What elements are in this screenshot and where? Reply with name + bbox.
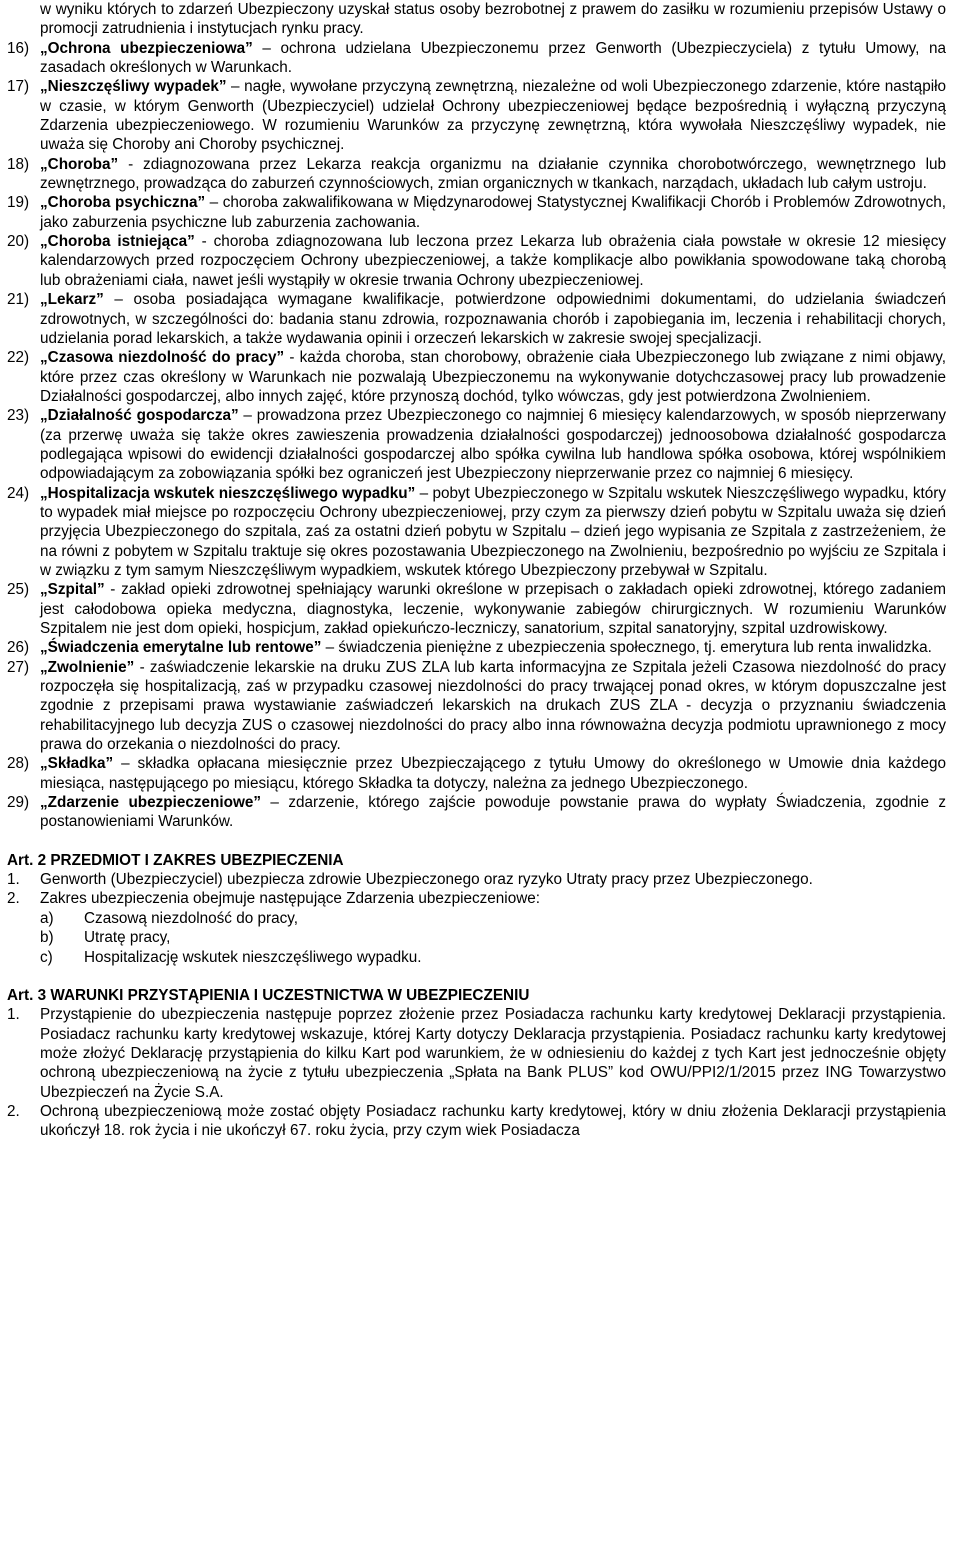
definition-text: – choroba zakwalifikowana w Międzynarodowej Statystycznej Kwalifikacji Chorób i Problemów Zdrowotnych, jako zaburzenia psychiczne lub zaburzenia zachowania. xyxy=(40,194,946,231)
article-2-item xyxy=(7,870,946,889)
definition-text: – zdarzenie, którego zajście powoduje powstanie prawa do wypłaty Świadczenia, zgodnie z postanowieniami Warunków. xyxy=(40,794,947,831)
definition-item xyxy=(7,348,946,406)
definition-number: 24) xyxy=(7,484,30,502)
definition-item xyxy=(7,193,946,232)
definition-number: 19) xyxy=(7,194,30,212)
item-text: Ochroną ubezpieczeniową może zostać objęty Posiadacz rachunku karty kredytowej, który w dniu złożenia Deklaracji przystąpienia ukończył 18. rok życia i nie ukończył 67. roku życia, przy czym wiek Posiadacza xyxy=(40,1102,946,1140)
definition-item xyxy=(7,658,946,755)
article-3-items xyxy=(7,1005,946,1140)
definition-text: - choroba zdiagnozowana lub leczona przez Lekarza lub obrażenia ciała powstałe w okresie 12 miesięcy kalendarzowych przed rozpoczęciem Ochrony ubezpieczeniowej, a także komplikacje albo powikłania spowodowane taką chorobą lub obrażeniami ciała, nawet jeśli wystąpiły w okresie trwania Ochrony ubezpieczeniowej. xyxy=(40,233,947,289)
article-2-heading: Art. 2 PRZEDMIOT I ZAKRES UBEZPIECZENIA xyxy=(7,851,344,869)
definition-term: „Składka” xyxy=(40,755,114,773)
definition-number: 29) xyxy=(7,794,30,812)
definition-term: „Choroba” xyxy=(40,155,119,173)
article-2-subitem xyxy=(7,948,946,967)
article-2-subitem xyxy=(7,928,946,947)
definition-item xyxy=(7,77,946,154)
subitem-text: Hospitalizację wskutek nieszczęśliwego wypadku. xyxy=(84,948,422,966)
definition-item xyxy=(7,232,946,290)
definition-number: 22) xyxy=(7,349,30,367)
item-text: Przystąpienie do ubezpieczenia następuje poprzez złożenie przez Posiadacza rachunku karty kredytowej Deklaracji przystąpienia. Posiadacz rachunku karty kredytowej wskazuje, której Karty dotyczy Deklaracja przystąpienia. Posiadacz rachunku karty kredytowej może złożyć Deklarację przystąpienia do kilku Kart pod warunkiem, że w odniesieniu do każdej z tych Kart jest jednocześnie objęty ochroną ubezpieczeniową na życie z tytułu ubezpieczenia „Spłata na Bank PLUS” kod OWU/PPI2/1/2015 przez ING Towarzystwo Ubezpieczeń na Życie S.A. xyxy=(40,1006,946,1101)
continuation-paragraph xyxy=(7,0,946,39)
definition-item xyxy=(7,638,946,657)
item-number: 1. xyxy=(7,1006,20,1024)
definition-term: „Świadczenia emerytalne lub rentowe” xyxy=(40,639,322,657)
definition-number: 26) xyxy=(7,639,30,657)
definition-number: 16) xyxy=(7,39,30,57)
item-number: 1. xyxy=(7,871,20,889)
definition-item xyxy=(7,155,946,194)
definition-term: „Lekarz” xyxy=(40,291,104,309)
article-3-heading: Art. 3 WARUNKI PRZYSTĄPIENIA I UCZESTNICTWA W UBEZPIECZENIU xyxy=(7,986,530,1004)
article-2-item xyxy=(7,889,946,908)
definition-text: – nagłe, wywołane przyczyną zewnętrzną, niezależne od woli Ubezpieczonego zdarzenie, które nastąpiło w czasie, w którym Genworth (Ubezpieczyciel) udzielał Ochrony ubezpieczeniowej będące bezpośrednią i wyłączną przyczyną Zdarzenia ubezpieczeniowego. W rozumieniu Warunków za przyczynę zewnętrzną, która wywołała Nieszczęśliwy wypadek, nie uważa się Choroby ani Choroby psychicznej. xyxy=(40,78,946,154)
definition-item xyxy=(7,793,946,832)
definitions-list xyxy=(7,39,946,832)
subitem-letter: a) xyxy=(40,909,54,927)
definition-item xyxy=(7,290,946,348)
article-2-items xyxy=(7,870,946,967)
definition-term: „Zwolnienie” xyxy=(40,658,135,676)
definition-term: „Choroba psychiczna” xyxy=(40,194,206,212)
definition-number: 27) xyxy=(7,658,30,676)
definition-item xyxy=(7,484,946,581)
definition-text: – osoba posiadająca wymagane kwalifikacje, potwierdzone odpowiednimi dokumentami, do udzielania świadczeń zdrowotnych, w szczególności do: badania stanu zdrowia, rozpoznawania chorób i zapobiegania im, leczenia i rehabilitacji chorych, udzielania porad lekarskich, a także wydawania opinii i orzeczeń lekarskich w zakresie swojej specjalizacji. xyxy=(40,291,946,347)
definition-term: „Szpital” xyxy=(40,581,105,599)
article-3-item xyxy=(7,1005,946,1102)
definition-text: - zaświadczenie lekarskie na druku ZUS ZLA lub karta informacyjna ze Szpitala jeżeli Czasowa niezdolność do pracy rozpoczęła się hospitalizacją, zaś w przypadku czasowej niezdolności do pracy trwającej ponad okres, w którym dopuszczalne jest zgodnie z przepisami prawa wystawianie zaświadczeń lekarskich na drukach ZUS ZLA - decyzja o przyznaniu świadczenia rehabilitacyjnego lub decyzja ZUS o czasowej niezdolności do pracy albo inna równoważna decyzja podmiotu uprawnionego z mocy prawa do orzekania o niezdolności do pracy. xyxy=(40,658,946,754)
article-2-subitem xyxy=(7,909,946,928)
definition-term: „Nieszczęśliwy wypadek” xyxy=(40,78,227,96)
definition-text: – składka opłacana miesięcznie przez Ubezpieczającego z tytułu Umowy do określonego w Umowie dnia każdego miesiąca, następującego po miesiącu, którego Składka ta dotyczy, należna za jednego Ubezpieczonego. xyxy=(40,755,946,792)
definition-text: - każda choroba, stan chorobowy, obrażenie ciała Ubezpieczonego lub związane z nimi objawy, które przez czas określony w Warunkach nie pozwalają Ubezpieczonemu na wykonywanie dotychczasowej pracy lub prowadzenie Działalności gospodarczej, albo innych zajęć, które przynoszą dochód, tylko wówczas, gdy jest potwierdzona Zwolnieniem. xyxy=(40,349,946,405)
definition-number: 25) xyxy=(7,581,30,599)
definition-text: – ochrona udzielana Ubezpieczonemu przez Genworth (Ubezpieczyciela) z tytułu Umowy, na zasadach określonych w Warunkach. xyxy=(40,39,946,77)
definition-item xyxy=(7,406,946,483)
definition-number: 20) xyxy=(7,233,30,251)
subitem-text: Utratę pracy, xyxy=(84,929,171,947)
continuation-text: w wyniku których to zdarzeń Ubezpieczony uzyskał status osoby bezrobotnej z prawem do zasiłku w rozumieniu przepisów Ustawy o promocji zatrudnienia i instytucjach rynku pracy. xyxy=(40,1,946,38)
subitem-letter: c) xyxy=(40,948,53,966)
definition-item xyxy=(7,39,946,78)
definition-number: 28) xyxy=(7,755,30,773)
item-text: Zakres ubezpieczenia obejmuje następujące Zdarzenia ubezpieczeniowe: xyxy=(40,890,541,908)
item-text: Genworth (Ubezpieczyciel) ubezpiecza zdrowie Ubezpieczonego oraz ryzyko Utraty pracy przez Ubezpieczonego. xyxy=(40,871,813,889)
item-number: 2. xyxy=(7,890,20,908)
definition-number: 17) xyxy=(7,78,30,96)
item-number: 2. xyxy=(7,1102,20,1120)
definition-number: 21) xyxy=(7,291,30,309)
definition-number: 18) xyxy=(7,155,30,173)
definition-text: – świadczenia pieniężne z ubezpieczenia społecznego, tj. emerytura lub renta inwalidzka. xyxy=(321,639,932,657)
definition-text: - zakład opieki zdrowotnej spełniający warunki określone w przepisach o zakładach opieki zdrowotnej, którego zadaniem jest całodobowa opieka medyczna, diagnostyka, leczenie, wykonywanie zabiegów chirurgicznych. W rozumieniu Warunków Szpitalem nie jest dom opieki, hospicjum, zakład opiekuńczo-leczniczy, sanatorium, szpital sanatoryjny, szpital uzdrowiskowy. xyxy=(40,581,946,637)
definition-number: 23) xyxy=(7,407,30,425)
definition-term: „Choroba istniejąca” xyxy=(40,233,195,251)
definition-term: „Działalność gospodarcza” xyxy=(40,407,239,425)
definition-text: – prowadzona przez Ubezpieczonego co najmniej 6 miesięcy kalendarzowych, w sposób nieprzerwany (za przerwę uważa się także okres zawieszenia prowadzenia działalności gospodarczej) jednoosobowa działalność gospodarcza podlegająca wpisowi do ewidencji działalności gospodarczej albo spółka cywilna lub handlowa spółka osobowa, której wspólnikiem odpowiadającym za zobowiązania spółki bez ograniczeń jest Ubezpieczony nieprzerwanie przez co najmniej 6 miesięcy. xyxy=(40,407,946,483)
subitem-letter: b) xyxy=(40,929,54,947)
subitem-text: Czasową niezdolność do pracy, xyxy=(84,909,298,927)
definition-text: – pobyt Ubezpieczonego w Szpitalu wskutek Nieszczęśliwego wypadku, który to wypadek miał miejsce po rozpoczęciu Ochrony ubezpieczeniowej, przy czym za pierwszy dzień pobytu w Szpitalu uważa się dzień przyjęcia Ubezpieczonego do szpitala, zaś za ostatni dzień pobytu w Szpitalu – dzień jego wypisania ze Szpitala z zastrzeżeniem, że na równi z pobytem w Szpitalu traktuje się okres pozostawania Ubezpieczonego na Zwolnieniu, bezpośrednio po wyjściu ze Szpitala i w związku z tym samym Nieszczęśliwym wypadkiem, wskutek którego Ubezpieczony przebywał w Szpitalu. xyxy=(40,484,946,579)
definition-term: „Ochrona ubezpieczeniowa” xyxy=(40,39,253,57)
definition-term: „Czasowa niezdolność do pracy” xyxy=(40,349,285,367)
definition-item xyxy=(7,580,946,638)
article-3-item xyxy=(7,1102,946,1141)
definition-term: „Zdarzenie ubezpieczeniowe” xyxy=(40,794,262,812)
definition-text: - zdiagnozowana przez Lekarza reakcja organizmu na działanie czynnika chorobotwórczego, wewnętrznego lub zewnętrznego, prowadząca do zaburzeń czynnościowych, zmian organicznych w tkankach, narządach, układach lub całym ustroju. xyxy=(40,155,946,193)
definition-term: „Hospitalizacja wskutek nieszczęśliwego wypadku” xyxy=(40,484,416,502)
definition-item xyxy=(7,754,946,793)
